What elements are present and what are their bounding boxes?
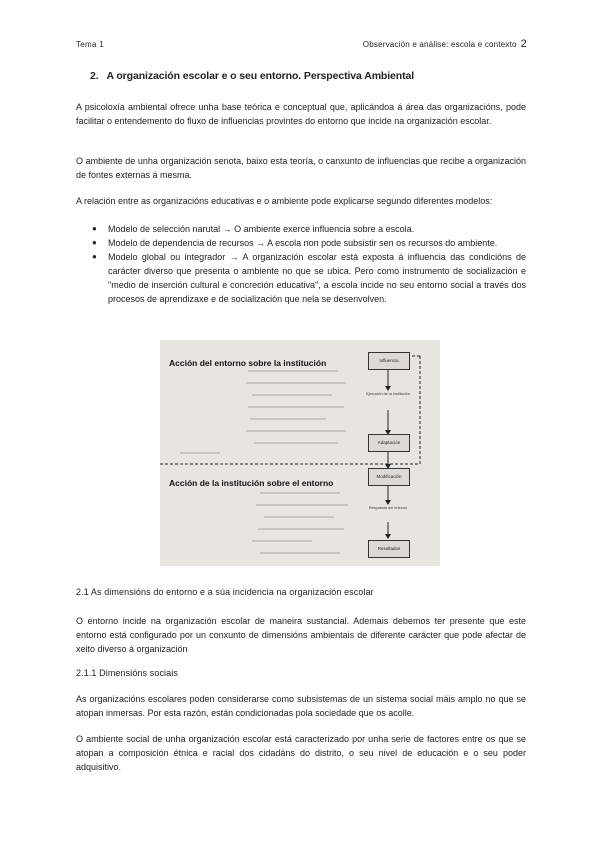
paragraph-modelos: A relación entre as organizacións educativas e o ambiente pode explicarse segundo diferentes modelos: <box>76 196 493 206</box>
header-title-text: Observación e análise: escola e contexto <box>362 40 517 49</box>
bullet-icon: ● <box>92 252 97 261</box>
environment-diagram <box>160 340 440 566</box>
diagram-label-top: Acción del entorno sobre la institución <box>169 358 327 368</box>
list-item <box>92 222 526 236</box>
list-item <box>92 236 526 250</box>
diagram-label-bottom: Acción de la institución sobre el entorno <box>169 478 334 488</box>
section-number: 2. <box>90 70 99 82</box>
header-chapter: Tema 1 <box>76 40 105 49</box>
subsection-heading-2-1-1: 2.1.1 Dimensións sociais <box>76 668 178 678</box>
list-item <box>92 250 526 306</box>
section-heading <box>90 70 414 82</box>
paragraph-ambiente-social: O ambiente social de unha organización escolar está caracterizado por unha serie de factores entre os que se atopan a composición étnica e racial dos cidadáns do distrito, o seu nivel de educación e o seu poder adquisitivo. <box>76 734 526 772</box>
bullet-icon: ● <box>92 238 97 247</box>
diagram-box-influencia: Influencia <box>368 352 410 370</box>
diagram-box-adaptacion: Adaptación <box>368 434 410 452</box>
paragraph-subsistemas: As organizacións escolares poden considerarse como subsistemas de un sistema social máis amplo no que se atopan inmersas. Por esta razón, están condicionadas pola sociedade que os acolle. <box>76 694 526 718</box>
models-list <box>92 222 526 306</box>
diagram-small-label: Ejecución de la institución <box>366 392 410 396</box>
paragraph-intro: A psicoloxía ambiental ofrece unha base teórica e conceptual que, aplicándoa á área das organizacións, pode facilitar o entendemento do fluxo de influencias provintes do entorno que incide na organización escolar. <box>76 102 526 126</box>
bullet-icon: ● <box>92 224 97 233</box>
section-title: A organización escolar e o seu entorno. Perspectiva Ambiental <box>106 70 415 82</box>
header-title <box>363 38 527 50</box>
diagram-box-resultados: Resultados <box>368 540 410 558</box>
diagram-box-modificacion: Modificación <box>368 468 410 486</box>
paragraph-ambiente: O ambiente de unha organización senota, baixo esta teoría, o canxunto de influencias que recibe a organización de fontes externas á mesma. <box>76 156 526 180</box>
subsection-heading-2-1: 2.1 As dimensións do entorno e a súa incidencia na organización escolar <box>76 587 374 597</box>
list-item-text: Modelo de selección narutal → O ambiente exerce influencia sobre a escola. <box>108 224 415 234</box>
paragraph-entorno: O entorno incide na organización escolar de maneira sustancial. Ademais debemos ter presente que este entorno está configurado por un conxunto de dimensións ambientais de diferente carácter que pode afectar de xeito diverso á organización <box>76 616 526 654</box>
diagram-small-label: Respuesta del entorno <box>368 506 408 510</box>
page-number: 2 <box>520 38 527 50</box>
diagram-background-noise <box>160 340 440 566</box>
list-item-text: Modelo de dependencia de recursos → A escola non pode subsistir sen os recursos do ambiente. <box>108 238 498 248</box>
list-item-text: Modelo global ou integrador → A organización escolar está exposta á influencia das condicións de carácter diverso que presenta o ambiente no que se ubica. Pero como instrumento de socialización e "medio de inserción cultural e concreción educativa", a escola incide no seu entorno social a través dos procesos de aprendizaxe e de socialización que nela se desenvolven. <box>108 252 526 304</box>
